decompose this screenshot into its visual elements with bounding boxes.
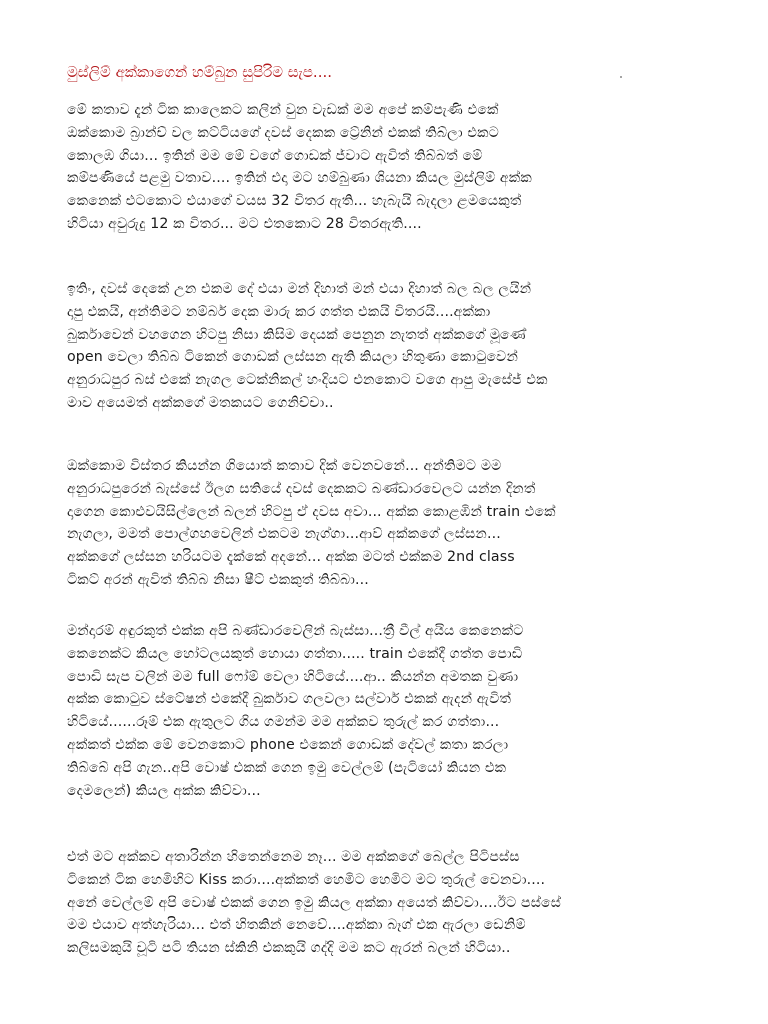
text-line: කලිසමකුයි චූටි පටි තියන ස්කිනි එකකුයි ගද්දි මම කට ඇරන් බලන් හිටියා.. [67,940,511,957]
text-line: මන්දාරම් අඳුරකුත් එක්ක අපි බණ්ඩාරවෙලින් බැස්සා...ත්‍රී වීල් අයිය කෙනෙක්ට [67,623,524,639]
text-line: අනේ වෙල්ලම් අපි වොෂ් එකක් ගෙන ඉමු කියල අක්කා අයෙත් කිව්වා....ඊට පස්සේ [67,894,562,911]
text-line: දාගෙන කොළුවයිසිල්ලෙන් බලන් හිටපු ඒ දවස අවා... අක්ක කොළඹින් train එකේ [67,503,556,520]
text-line: open වෙලා තිබ්බ ටිකෙන් ගොඩක් ලස්සන ඇති කියලා හිතුණා කොටුවෙන් [67,349,519,366]
text-line: කෙනෙක් එටකොට එයාගේ වයස 32 විතර ඇති... හැබැයි බැදලා ළමයෙකුත් [67,193,522,210]
text-line: නැගලා, මමත් පොල්ගහවෙලින් එකටම නැග්ගා...ආව් අක්කගේ ලස්සන... [67,526,501,543]
text-line: මේ කතාව දැන් ටික කාලෙකට කලින් වුන වැඩක් මම අපේ කම්පැණි එකේ [67,102,499,118]
text-line: අක්කත් එක්ක මේ වෙනකොට phone එකෙන් ගොඩක් දේවල් කතා කරලා [67,736,509,753]
text-line: කොලඹ ගියා... ඉතින් මම මේ වගේ ගොඩක් ජ්වාට ඇවිත් තිබ්බත් මේ [67,147,483,164]
text-line: හිටියේ......රූම් එක ඇතුලට ගිය ගමන්ම මම අක්කව තුරුල් කර ගත්තා... [67,714,500,731]
text-line: අනුරාධපුරෙන් බැස්සේ ඊලග සතියේ දවස් දෙකකට බණ්ඩාරවෙලට යන්න දිනත් [67,480,536,497]
text-line: දාපු එකයි, අන්තිමට නම්බර් දෙක මාරු කර ගත්ත එකයි විතරයි....අක්කා [67,303,491,320]
text-line: ඔක්කොම විස්තර කියන්න ගියොත් කතාව දික් වෙනවනේ... අන්තිමට මම [67,458,502,474]
text-line: අනුරාධපුර බස් එකේ නැගල ටෙක්නිකල් හංදියට එනකොට වගෙ ආපු මැසේජ් එක [67,372,548,389]
text-line: කම්පණියේ පළමු වතාව.... ඉතින් එදා මට හම්බුණා ශියනා කියල මුස්ලිම් අක්ක [67,170,533,187]
paragraph-4 [67,620,717,802]
text-line: ටිකට් අරන් ඇවිත් තිබ්බ නිසා ෂීට් එකකුත් තිබ්බා... [67,571,369,588]
paragraph-1 [67,99,717,236]
text-line: ඉතිං, දවස් දෙකේ උන එකම දේ එයා මන් දිහාත් මන් එයා දිහාත් බල බල ලයින් [67,281,532,297]
text-line: මාව අයෙමත් අක්කගේ මතකයට ගෙනිච්චා.. [67,394,334,411]
text-line: අක්ක කොටුව ස්ටේෂන් එකේදී බුර්කාව ගලවලා සල්වාර් එකක් ඇදන් ඇවිත් [67,691,512,708]
story-title: මුස්ලිම් අක්කාගෙන් හම්බුන සුපිරිම සැප.... [67,63,333,81]
text-line: පොඩි සැප වලින් මම full ෆෝම් වෙලා හිටියේ....ආ.. කියන්න අමතක වුණා [67,668,519,685]
paragraph-2 [67,278,717,415]
text-line: බුර්කාවෙන් වහගෙන හිටපු නිසා කිසිම දෙයක් පෙනුන නැතත් අක්කගේ මූණේ [67,326,526,343]
text-line: ඔක්කොම බ්‍රාන්ච් වල කට්ටියගේ දවස් දෙකක ට්‍රේනින් එකක් තිබ්ලා එකට [67,124,499,141]
text-line: එත් මට අක්කව අතාරින්න හිතෙන්නෙම නෑ... මම අක්කගේ බෙල්ල පිටිපස්ස [67,849,520,865]
paragraph-3 [67,455,717,592]
text-line: තිබ්බේ අපි ගැන..අපි වොෂ් එකක් ගෙන ඉමු වෙල්ලම් (පැටියෝ කියන එක [67,759,507,776]
stray-dot-mark [620,76,622,78]
text-line: අක්කගේ ලස්සන හරියටම දැක්කේ අදනේ... අක්ක මටත් එක්කම 2nd class [67,549,515,566]
text-line: කෙනෙක්ට කියල හෝටලයකුත් හොයා ගත්තා..... train එකේදී ගත්ත පොඩි [67,645,523,662]
text-line: මම එයාව අත්හැරියා... එත් හිතකින් නෙවේ....අක්කා බෑග් එක ඇරලා ඩෙනිම් [67,917,526,934]
text-line: ටිකෙන් ටික හෙමිහිට Kiss කරා....අක්කත් හෙමිට හෙමිට මට තුරුල් වෙනවා.... [67,871,546,888]
text-line: හිටියා අවුරුදු 12 ක විතර... මට එතකොට 28 විතරඇති.... [67,215,422,232]
text-line: දෙමලෙන්) කියල අක්ක කිව්වා... [67,782,261,799]
paragraph-5 [67,846,717,960]
